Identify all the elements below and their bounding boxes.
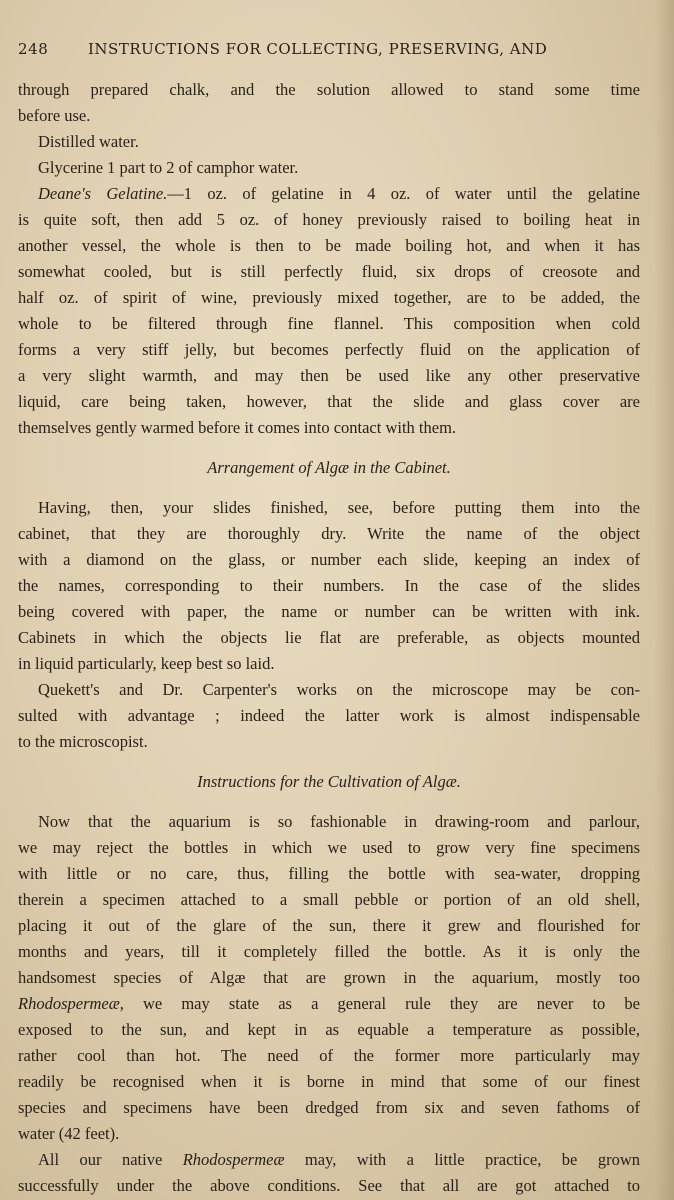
running-header bbox=[18, 40, 638, 64]
text-line: themselves gently warmed before it comes into contact with them. bbox=[18, 418, 457, 437]
text-line: Quekett's and Dr. Carpenter's works on the microscope may be con- bbox=[38, 680, 640, 699]
text-line: exposed to the sun, and kept in as equable a temperature as possible, bbox=[18, 1020, 640, 1039]
text-line: Cabinets in which the objects lie flat are preferable, as objects mounted bbox=[18, 628, 640, 647]
section-heading: Arrangement of Algæ in the Cabinet. bbox=[207, 458, 451, 477]
text-line: successfully under the above conditions. See that all are got attached to bbox=[18, 1176, 640, 1195]
text-line: in liquid particularly, keep best so laid. bbox=[18, 654, 275, 673]
text-line: liquid, care being taken, however, that the slide and glass cover are bbox=[18, 392, 640, 411]
text-line: being covered with paper, the name or number can be written with ink. bbox=[18, 602, 640, 621]
text-line: sulted with advantage ; indeed the latter work is almost indispensable bbox=[18, 706, 640, 725]
running-title: INSTRUCTIONS FOR COLLECTING, PRESERVING, AND bbox=[88, 40, 548, 58]
text-line: the names, corresponding to their numbers. In the case of the slides bbox=[18, 576, 640, 595]
text-fragment: , we may state as a general rule they are never to be bbox=[119, 994, 640, 1013]
text-line: cabinet, that they are thoroughly dry. Write the name of the object bbox=[18, 524, 640, 543]
text-line: whole to be filtered through fine flannel. This composition when cold bbox=[18, 314, 640, 333]
text-line: with a diamond on the glass, or number each slide, keeping an index of bbox=[18, 550, 640, 569]
text-line: half oz. of spirit of wine, previously mixed together, are to be added, the bbox=[18, 288, 640, 307]
text-line: water (42 feet). bbox=[18, 1124, 120, 1143]
text-line: forms a very stiff jelly, but becomes perfectly fluid on the application of bbox=[18, 340, 640, 359]
italic-term: Deane's Gelatine. bbox=[38, 184, 168, 203]
text-line: Glycerine 1 part to 2 of camphor water. bbox=[38, 158, 299, 177]
page-body bbox=[18, 77, 640, 1199]
text-line: we may reject the bottles in which we used to grow very fine specimens bbox=[18, 838, 640, 857]
text-line: handsomest species of Algæ that are grown in the aquarium, mostly too bbox=[18, 968, 640, 987]
text-line: Having, then, your slides finished, see, before putting them into the bbox=[38, 498, 640, 517]
text-line bbox=[18, 991, 640, 1017]
text-line: months and years, till it completely filled the bottle. As it is only the bbox=[18, 942, 640, 961]
italic-term: Rhodospermeæ bbox=[18, 994, 120, 1013]
text-line: Now that the aquarium is so fashionable in drawing-room and parlour, bbox=[38, 812, 640, 831]
text-line: readily be recognised when it is borne in mind that some of our finest bbox=[18, 1072, 640, 1091]
page-number: 248 bbox=[18, 40, 49, 58]
text-line: Distilled water. bbox=[38, 132, 139, 151]
text-line: therein a specimen attached to a small pebble or portion of an old shell, bbox=[18, 890, 640, 909]
text-line: somewhat cooled, but is still perfectly fluid, six drops of creosote and bbox=[18, 262, 640, 281]
text-line: to the microscopist. bbox=[18, 732, 148, 751]
spacer bbox=[18, 481, 640, 495]
text-fragment: —1 oz. of gelatine in 4 oz. of water until the gelatine bbox=[167, 184, 641, 203]
text-line: before use. bbox=[18, 106, 91, 125]
text-line: rather cool than hot. The need of the former more particularly may bbox=[18, 1046, 640, 1065]
text-line: through prepared chalk, and the solution allowed to stand some time bbox=[18, 80, 640, 99]
text-line: species and specimens have been dredged from six and seven fathoms of bbox=[18, 1098, 640, 1117]
section-heading: Instructions for the Cultivation of Algæ. bbox=[197, 772, 461, 791]
text-line bbox=[18, 1147, 640, 1173]
page-edge-shadow bbox=[654, 0, 674, 1200]
text-line: is quite soft, then add 5 oz. of honey previously raised to boiling heat in bbox=[18, 210, 640, 229]
spacer bbox=[18, 441, 640, 455]
text-fragment: All our native bbox=[38, 1150, 183, 1169]
spacer bbox=[18, 755, 640, 769]
text-line: placing it out of the glare of the sun, there it grew and flourished for bbox=[18, 916, 640, 935]
text-line bbox=[18, 181, 640, 207]
spacer bbox=[18, 795, 640, 809]
italic-term: Rhodospermeæ bbox=[182, 1150, 285, 1169]
text-line: with little or no care, thus, filling the bottle with sea-water, dropping bbox=[18, 864, 640, 883]
text-line: another vessel, the whole is then to be made boiling hot, and when it has bbox=[18, 236, 640, 255]
text-fragment: may, with a little practice, be grown bbox=[284, 1150, 640, 1169]
text-line: a very slight warmth, and may then be used like any other preservative bbox=[18, 366, 640, 385]
